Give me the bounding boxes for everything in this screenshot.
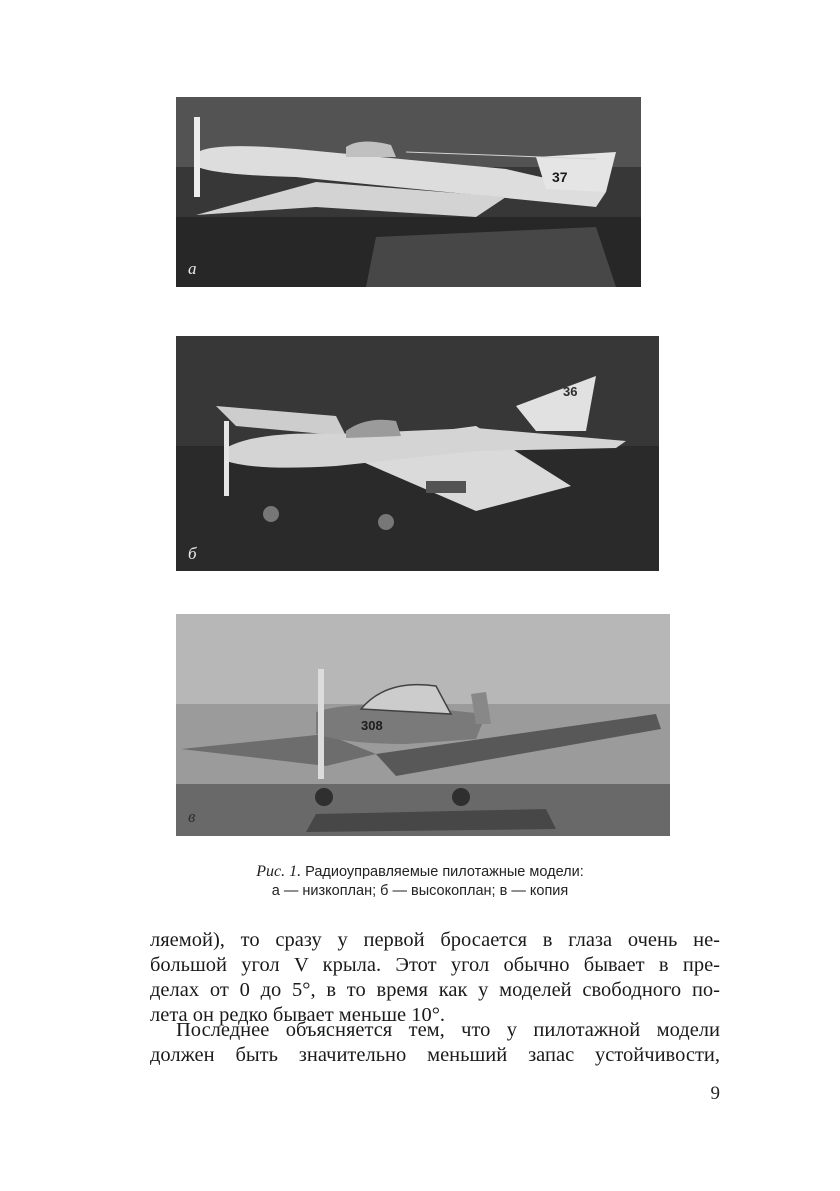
text-line: делах от 0 до 5°, в то время как у моделей свободного по- [150, 979, 720, 1001]
photo-low-wing-model [176, 97, 641, 287]
tail-number-b: 36 [563, 384, 578, 399]
caption-title-line [150, 862, 690, 882]
text-line: большой угол V крыла. Этот угол обычно бывает в пре- [150, 954, 720, 976]
text-line: лета он редко бывает меньше 10°. [150, 1004, 446, 1026]
caption-label: Рис. 1. [256, 863, 302, 880]
body-paragraph-1 [150, 928, 720, 1028]
text-line: должен быть значительно меньший запас устойчивости, [150, 1044, 720, 1066]
photo-letter-a: а [188, 259, 197, 278]
caption-legend: а — низкоплан; б — высокоплан; в — копия [271, 883, 569, 899]
text-line: ляемой), то сразу у первой бросается в глаза очень не- [150, 929, 720, 951]
tail-number-a: 37 [552, 169, 568, 185]
photo-scale-copy-model [176, 614, 670, 836]
caption-title: Радиоуправляемые пилотажные модели: [305, 864, 584, 880]
photo-letter-b: б [188, 544, 197, 563]
page-number: 9 [710, 1083, 720, 1104]
figure-caption [150, 862, 690, 901]
text-line: Последнее объясняется тем, что у пилотажной модели [176, 1019, 720, 1041]
photo-high-wing-model [176, 336, 659, 571]
photo-letter-c: в [188, 807, 196, 826]
body-paragraph-2 [150, 1018, 720, 1068]
tail-number-c: 308 [361, 718, 383, 733]
